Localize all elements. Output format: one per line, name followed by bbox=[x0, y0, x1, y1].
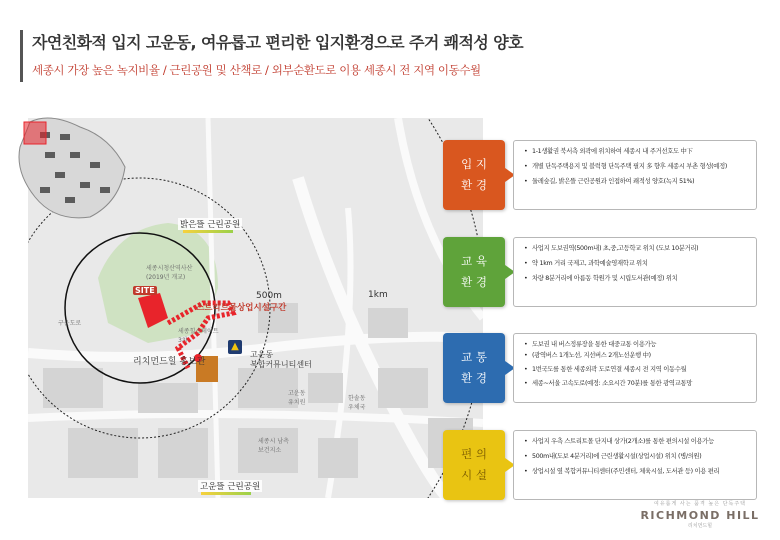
logo-brand: RICHMOND HILL bbox=[640, 509, 760, 522]
category-title: 시 설 bbox=[461, 468, 487, 482]
map-small-label: 구운도로 bbox=[58, 320, 82, 327]
map-small-label: 세종시청산역사산 (2019년 개교) bbox=[146, 265, 193, 281]
category-education bbox=[443, 237, 505, 307]
category-transport bbox=[443, 333, 505, 403]
map-small-label: 고운동 유치원 bbox=[288, 390, 306, 406]
category-title: 교 육 bbox=[461, 254, 487, 268]
logo-korean: 리치먼드힐 bbox=[687, 523, 713, 529]
bullet-item: • 1번국도를 통한 세종외곽 도로연결 세종시 전 지역 이동수월 bbox=[524, 365, 750, 374]
park-south-marker bbox=[201, 492, 251, 495]
bullet-box-transport bbox=[513, 333, 757, 403]
bullet-item: • 도보권 내 버스정류장을 통한 대중교통 이용가능 bbox=[524, 340, 750, 349]
category-convenience bbox=[443, 430, 505, 500]
bullet-item: • 둘레숲길, 밝은뜰 근린공원과 인접하여 쾌적성 양호(녹지 51%) bbox=[524, 177, 750, 186]
park-south-label: 고운뜰 근린공원 bbox=[200, 482, 261, 492]
radius-1km-label: 1km bbox=[368, 290, 388, 300]
bullet-item: • 세종~서울 고속도로(예정: 소요시간 70분)를 통한 광역교통망 bbox=[524, 379, 750, 388]
inset-map bbox=[10, 112, 130, 222]
community-label: 고운동 복합커뮤니티센터 bbox=[250, 350, 312, 369]
richmond-hill-logo bbox=[630, 500, 770, 538]
bullet-item: • (광역버스 1개노선, 지선버스 2개노선운행 中) bbox=[524, 351, 750, 360]
map-small-label: 세종힐스테이트 3차 bbox=[178, 328, 219, 344]
bullet-item: • 1-1생활권 북서측 외곽에 위치하여 세종시 내 주거선호도 中下 bbox=[524, 147, 750, 156]
park-north-label: 밝은뜰 근린공원 bbox=[180, 220, 241, 230]
bullet-item: • 500m내(도보 4분거리)에 근린생활시설(상업시설) 위치 (병/의원) bbox=[524, 452, 750, 461]
logo-tagline: 여유롭게 사는 품격 높은 단독주택 bbox=[654, 501, 746, 507]
category-title: 환 경 bbox=[461, 178, 487, 192]
category-title: 환 경 bbox=[461, 371, 487, 385]
category-location bbox=[443, 140, 505, 210]
bullet-item: • 약 1km 거리 국제고, 과학예술영재학교 위치 bbox=[524, 259, 750, 268]
category-title: 편 의 bbox=[461, 447, 487, 461]
category-title: 교 통 bbox=[461, 350, 487, 364]
bullet-item: • 개별 단독주택용지 및 블럭형 단독주택 필지 多 향후 세종시 부촌 형성(예정) bbox=[524, 162, 750, 171]
bullet-box-education bbox=[513, 237, 757, 307]
street-mall-label: 스트리트몰상업시설구간 bbox=[196, 303, 287, 313]
school-icon: ▲ bbox=[228, 340, 242, 354]
page-subtitle: 세종시 가장 높은 녹지비율 / 근린공원 및 산책로 / 외부순환도로 이용 세종시 전 지역 이동수월 bbox=[32, 63, 481, 77]
bullet-box-location bbox=[513, 140, 757, 210]
park-north-marker bbox=[183, 230, 233, 233]
bullet-box-convenience bbox=[513, 430, 757, 500]
map-small-label: 한솔동 우체국 bbox=[348, 395, 366, 411]
page-title: 자연친화적 입지 고운동, 여유롭고 편리한 입지환경으로 주거 쾌적성 양호 bbox=[32, 33, 523, 52]
bullet-item: • 사업지 우측 스트리트몰 단지내 상가(2개소)를 통한 편의시설 이용가능 bbox=[524, 437, 750, 446]
site-label: SITE bbox=[135, 286, 155, 295]
category-title: 환 경 bbox=[461, 275, 487, 289]
bullet-item: • 상업시설 옆 복합커뮤니티센터(주민센터, 체육시설, 도서관 등) 이용 편리 bbox=[524, 467, 750, 476]
richmond-label: 리치먼드힐 홍보관 bbox=[133, 357, 206, 367]
title-accent-bar bbox=[20, 30, 23, 82]
category-title: 입 지 bbox=[461, 157, 487, 171]
bullet-item: • 사업지 도보권역(500m내) 초,중,고등학교 위치 (도보 10분거리) bbox=[524, 244, 750, 253]
bullet-item: • 차량 8분거리에 아름동 학원가 및 시립도서관(예정) 위치 bbox=[524, 274, 750, 283]
map-small-label: 세종시 남측 보건지소 bbox=[258, 438, 289, 454]
radius-500m-label: 500m bbox=[256, 291, 282, 301]
